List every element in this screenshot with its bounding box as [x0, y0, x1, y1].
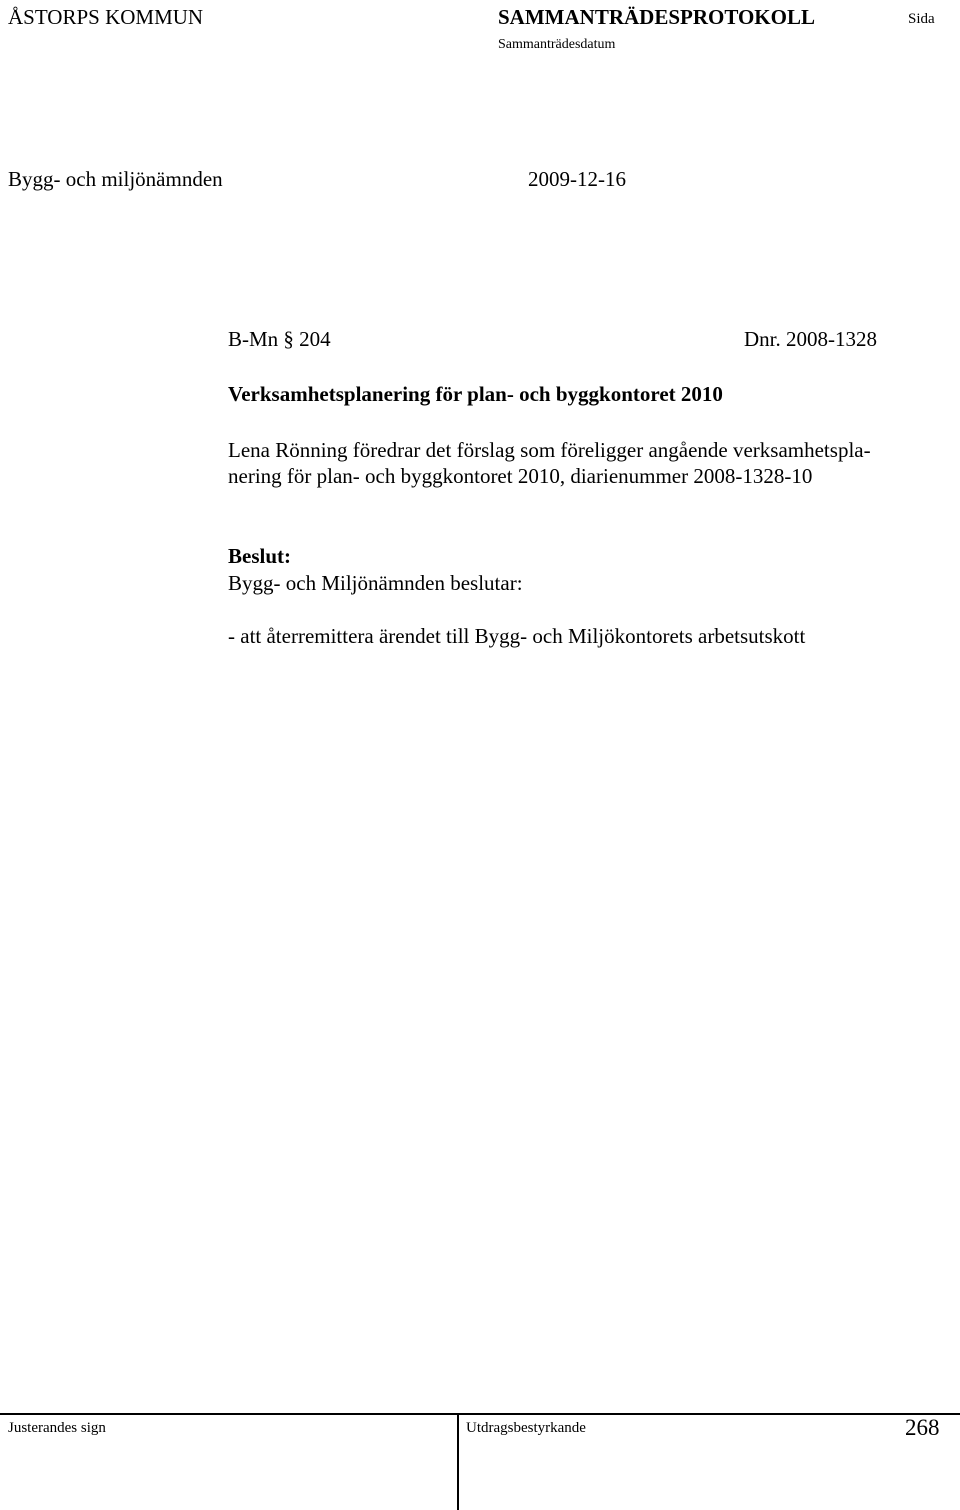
committee-name: Bygg- och miljönämnden: [8, 167, 223, 191]
decision-intro: Bygg- och Miljönämnden beslutar:: [228, 571, 523, 595]
municipality-name: ÅSTORPS KOMMUN: [8, 5, 204, 29]
footer-divider: [457, 1413, 459, 1510]
decision-label: Beslut:: [228, 544, 291, 568]
section-heading: Verksamhetsplanering för plan- och byggkontoret 2010: [228, 382, 723, 406]
registration-number: Dnr. 2008-1328: [744, 327, 877, 351]
document-title: SAMMANTRÄDESPROTOKOLL: [498, 5, 815, 29]
page-number: 268: [905, 1415, 940, 1440]
meeting-date: 2009-12-16: [528, 167, 626, 191]
signature-label: Justerandes sign: [8, 1420, 106, 1436]
body-text-line: Lena Rönning föredrar det förslag som föreligger angående verksamhetspla-: [228, 438, 871, 462]
page-label: Sida: [908, 11, 935, 27]
section-reference: B-Mn § 204: [228, 327, 331, 351]
footer-top-rule: [0, 1413, 960, 1415]
certification-label: Utdragsbestyrkande: [466, 1420, 586, 1436]
decision-item: - att återremittera ärendet till Bygg- och Miljökontorets arbetsutskott: [228, 624, 806, 648]
meeting-date-label: Sammanträdesdatum: [498, 37, 616, 52]
body-text-line: nering för plan- och byggkontoret 2010, diarienummer 2008-1328-10: [228, 464, 813, 488]
